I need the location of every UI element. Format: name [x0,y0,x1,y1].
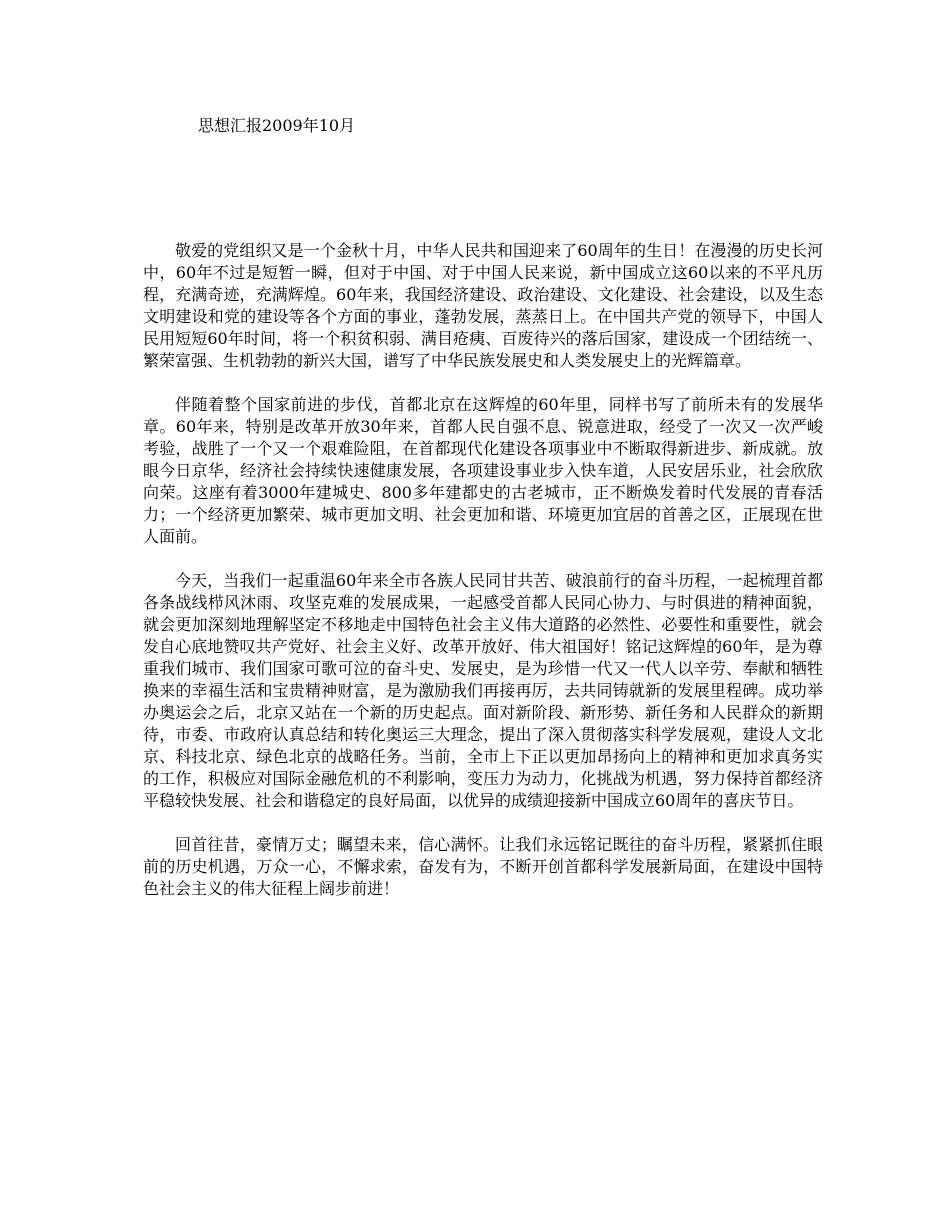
paragraph-1: 敬爱的党组织又是一个金秋十月，中华人民共和国迎来了60周年的生日！在漫漫的历史长河中，60年不过是短暂一瞬，但对于中国、对于中国人民来说，新中国成立这60以来的不平凡历程，充满奇迹，充满辉煌。60年来，我国经济建设、政治建设、文化建设、社会建设，以及生态文明建设和党的建设等各个方面的事业，蓬勃发展，蒸蒸日上。在中国共产党的领导下，中国人民用短短60年时间，将一个积贫积弱、满目疮痍、百废待兴的落后国家，建设成一个团结统一、繁荣富强、生机勃勃的新兴大国，谱写了中华民族发展史和人类发展史上的光辉篇章。 [143,241,823,370]
paragraph-2: 伴随着整个国家前进的步伐，首都北京在这辉煌的60年里，同样书写了前所未有的发展华章。60年来，特别是改革开放30年来，首都人民自强不息、锐意进取，经受了一次又一次严峻考验，战胜了一个又一个艰难险阻，在首都现代化建设各项事业中不断取得新进步、新成就。放眼今日京华，经济社会持续快速健康发展，各项建设事业步入快车道，人民安居乐业，社会欣欣向荣。这座有着3000年建城史、800多年建都史的古老城市，正不断焕发着时代发展的青春活力；一个经济更加繁荣、城市更加文明、社会更加和谐、环境更加宜居的首善之区，正展现在世人面前。 [143,395,823,546]
paragraph-3: 今天，当我们一起重温60年来全市各族人民同甘共苦、破浪前行的奋斗历程，一起梳理首都各条战线栉风沐雨、攻坚克难的发展成果，一起感受首都人民同心协力、与时俱进的精神面貌，就会更加深刻地理解坚定不移地走中国特色社会主义伟大道路的必然性、必要性和重要性，就会发自心底地赞叹共产党好、社会主义好、改革开放好、伟大祖国好！铭记这辉煌的60年，是为尊重我们城市、我们国家可歌可泣的奋斗史、发展史，是为珍惜一代又一代人以辛劳、奉献和牺牲换来的幸福生活和宝贵精神财富，是为激励我们再接再厉，去共同铸就新的发展里程碑。成功举办奥运会之后，北京又站在一个新的历史起点。面对新阶段、新形势、新任务和人民群众的新期待，市委、市政府认真总结和转化奥运三大理念，提出了深入贯彻落实科学发展观，建设人文北京、科技北京、绿色北京的战略任务。当前，全市上下正以更加昂扬向上的精神和更加求真务实的工作，积极应对国际金融危机的不利影响，变压力为动力，化挑战为机遇，努力保持首都经济平稳较快发展、社会和谐稳定的良好局面，以优异的成绩迎接新中国成立60周年的喜庆节日。 [143,571,823,810]
paragraph-4: 回首往昔，豪情万丈；瞩望未来，信心满怀。让我们永远铭记既往的奋斗历程，紧紧抓住眼前的历史机遇，万众一心，不懈求索，奋发有为，不断开创首都科学发展新局面，在建设中国特色社会主义的伟大征程上阔步前进！ [143,835,823,898]
document-title: 思想汇报2009年10月 [198,116,356,135]
document-body [143,240,823,922]
